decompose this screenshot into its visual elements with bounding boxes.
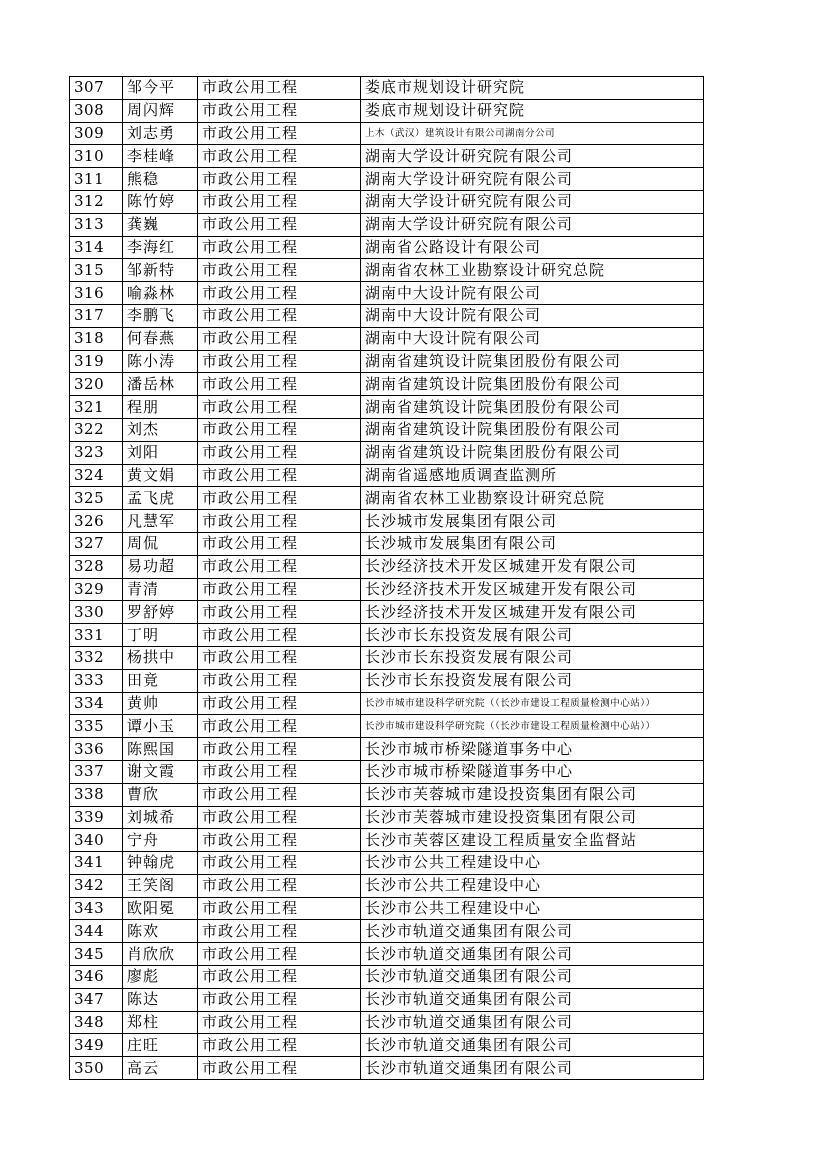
table-row — [70, 236, 704, 259]
table-row — [70, 510, 704, 533]
organization-cell: 长沙市轨道交通集团有限公司 — [361, 920, 704, 943]
person-name-cell: 周侃 — [123, 532, 198, 555]
specialty-cell: 市政公用工程 — [198, 897, 361, 920]
row-number-cell: 315 — [70, 259, 123, 282]
table-row — [70, 487, 704, 510]
person-name-cell: 陈达 — [123, 988, 198, 1011]
organization-cell: 长沙市城市桥梁隧道事务中心 — [361, 760, 704, 783]
organization-cell: 湖南大学设计研究院有限公司 — [361, 213, 704, 236]
specialty-cell: 市政公用工程 — [198, 943, 361, 966]
row-number-cell: 345 — [70, 943, 123, 966]
row-number-cell: 340 — [70, 829, 123, 852]
row-number-cell: 325 — [70, 487, 123, 510]
organization-cell: 长沙市轨道交通集团有限公司 — [361, 966, 704, 989]
organization-cell: 娄底市规划设计研究院 — [361, 77, 704, 100]
person-name-cell: 陈小涛 — [123, 350, 198, 373]
table-row — [70, 578, 704, 601]
row-number-cell: 335 — [70, 715, 123, 738]
row-number-cell: 329 — [70, 578, 123, 601]
table-row — [70, 350, 704, 373]
table-row — [70, 715, 704, 738]
specialty-cell: 市政公用工程 — [198, 578, 361, 601]
organization-cell: 湖南省建筑设计院集团股份有限公司 — [361, 373, 704, 396]
row-number-cell: 308 — [70, 99, 123, 122]
organization-cell: 上木（武汉）建筑设计有限公司湖南分公司 — [361, 122, 704, 145]
table-row — [70, 532, 704, 555]
organization-cell: 湖南省农林工业勘察设计研究总院 — [361, 259, 704, 282]
person-name-cell: 刘城希 — [123, 806, 198, 829]
person-name-cell: 程朋 — [123, 396, 198, 419]
organization-cell: 长沙市城市建设科学研究院（（长沙市建设工程质量检测中心站）） — [361, 715, 704, 738]
organization-cell: 长沙市芙蓉城市建设投资集团有限公司 — [361, 806, 704, 829]
table-row — [70, 441, 704, 464]
row-number-cell: 336 — [70, 738, 123, 761]
person-name-cell: 欧阳冕 — [123, 897, 198, 920]
row-number-cell: 324 — [70, 464, 123, 487]
row-number-cell: 343 — [70, 897, 123, 920]
organization-cell: 长沙市长东投资发展有限公司 — [361, 624, 704, 647]
table-row — [70, 988, 704, 1011]
row-number-cell: 314 — [70, 236, 123, 259]
organization-cell: 湖南中大设计院有限公司 — [361, 304, 704, 327]
row-number-cell: 342 — [70, 874, 123, 897]
organization-cell: 长沙城市发展集团有限公司 — [361, 510, 704, 533]
specialty-cell: 市政公用工程 — [198, 783, 361, 806]
row-number-cell: 307 — [70, 77, 123, 100]
organization-cell: 湖南省遥感地质调查监测所 — [361, 464, 704, 487]
specialty-cell: 市政公用工程 — [198, 646, 361, 669]
organization-cell: 长沙市轨道交通集团有限公司 — [361, 1011, 704, 1034]
specialty-cell: 市政公用工程 — [198, 852, 361, 875]
person-name-cell: 谭小玉 — [123, 715, 198, 738]
organization-cell: 长沙经济技术开发区城建开发有限公司 — [361, 601, 704, 624]
specialty-cell: 市政公用工程 — [198, 77, 361, 100]
table-row — [70, 760, 704, 783]
organization-cell: 湖南中大设计院有限公司 — [361, 282, 704, 305]
organization-cell: 长沙市轨道交通集团有限公司 — [361, 1034, 704, 1057]
person-name-cell: 丁明 — [123, 624, 198, 647]
specialty-cell: 市政公用工程 — [198, 350, 361, 373]
row-number-cell: 328 — [70, 555, 123, 578]
row-number-cell: 309 — [70, 122, 123, 145]
specialty-cell: 市政公用工程 — [198, 988, 361, 1011]
organization-cell: 长沙市公共工程建设中心 — [361, 874, 704, 897]
person-name-cell: 李海红 — [123, 236, 198, 259]
table-row — [70, 829, 704, 852]
row-number-cell: 346 — [70, 966, 123, 989]
person-name-cell: 郑柱 — [123, 1011, 198, 1034]
organization-cell: 长沙市公共工程建设中心 — [361, 852, 704, 875]
specialty-cell: 市政公用工程 — [198, 1011, 361, 1034]
person-name-cell: 谢文霞 — [123, 760, 198, 783]
organization-cell: 长沙经济技术开发区城建开发有限公司 — [361, 555, 704, 578]
organization-cell: 长沙市城市建设科学研究院（（长沙市建设工程质量检测中心站）） — [361, 692, 704, 715]
table-row — [70, 373, 704, 396]
person-name-cell: 钟翰虎 — [123, 852, 198, 875]
specialty-cell: 市政公用工程 — [198, 487, 361, 510]
organization-cell: 长沙市轨道交通集团有限公司 — [361, 988, 704, 1011]
table-row — [70, 920, 704, 943]
table-row — [70, 1034, 704, 1057]
specialty-cell: 市政公用工程 — [198, 441, 361, 464]
organization-cell: 湖南省建筑设计院集团股份有限公司 — [361, 396, 704, 419]
row-number-cell: 317 — [70, 304, 123, 327]
person-name-cell: 邹今平 — [123, 77, 198, 100]
table-row — [70, 1057, 704, 1080]
specialty-cell: 市政公用工程 — [198, 464, 361, 487]
table-row — [70, 145, 704, 168]
table-row — [70, 738, 704, 761]
row-number-cell: 326 — [70, 510, 123, 533]
specialty-cell: 市政公用工程 — [198, 213, 361, 236]
specialty-cell: 市政公用工程 — [198, 327, 361, 350]
person-name-cell: 熊稳 — [123, 168, 198, 191]
organization-cell: 湖南省建筑设计院集团股份有限公司 — [361, 350, 704, 373]
specialty-cell: 市政公用工程 — [198, 555, 361, 578]
specialty-cell: 市政公用工程 — [198, 692, 361, 715]
row-number-cell: 338 — [70, 783, 123, 806]
row-number-cell: 344 — [70, 920, 123, 943]
table-row — [70, 396, 704, 419]
person-name-cell: 陈欢 — [123, 920, 198, 943]
table-row — [70, 418, 704, 441]
specialty-cell: 市政公用工程 — [198, 1057, 361, 1080]
person-name-cell: 罗舒婷 — [123, 601, 198, 624]
row-number-cell: 327 — [70, 532, 123, 555]
table-row — [70, 852, 704, 875]
row-number-cell: 347 — [70, 988, 123, 1011]
person-name-cell: 黄文娟 — [123, 464, 198, 487]
row-number-cell: 339 — [70, 806, 123, 829]
specialty-cell: 市政公用工程 — [198, 145, 361, 168]
person-name-cell: 庄旺 — [123, 1034, 198, 1057]
table-row — [70, 304, 704, 327]
row-number-cell: 322 — [70, 418, 123, 441]
organization-cell: 长沙经济技术开发区城建开发有限公司 — [361, 578, 704, 601]
table-row — [70, 624, 704, 647]
person-name-cell: 田竟 — [123, 669, 198, 692]
person-name-cell: 刘志勇 — [123, 122, 198, 145]
person-name-cell: 龚巍 — [123, 213, 198, 236]
table-row — [70, 692, 704, 715]
row-number-cell: 331 — [70, 624, 123, 647]
specialty-cell: 市政公用工程 — [198, 304, 361, 327]
person-name-cell: 李桂峰 — [123, 145, 198, 168]
table-row — [70, 555, 704, 578]
table-row — [70, 1011, 704, 1034]
specialty-cell: 市政公用工程 — [198, 122, 361, 145]
organization-cell: 长沙市轨道交通集团有限公司 — [361, 1057, 704, 1080]
row-number-cell: 313 — [70, 213, 123, 236]
table-row — [70, 806, 704, 829]
specialty-cell: 市政公用工程 — [198, 396, 361, 419]
row-number-cell: 310 — [70, 145, 123, 168]
organization-cell: 湖南大学设计研究院有限公司 — [361, 168, 704, 191]
row-number-cell: 323 — [70, 441, 123, 464]
row-number-cell: 334 — [70, 692, 123, 715]
person-name-cell: 刘杰 — [123, 418, 198, 441]
row-number-cell: 350 — [70, 1057, 123, 1080]
table-row — [70, 259, 704, 282]
organization-cell: 湖南大学设计研究院有限公司 — [361, 190, 704, 213]
table-row — [70, 99, 704, 122]
specialty-cell: 市政公用工程 — [198, 190, 361, 213]
person-name-cell: 陈熙国 — [123, 738, 198, 761]
row-number-cell: 348 — [70, 1011, 123, 1034]
person-name-cell: 凡慧军 — [123, 510, 198, 533]
row-number-cell: 332 — [70, 646, 123, 669]
person-name-cell: 宁舟 — [123, 829, 198, 852]
specialty-cell: 市政公用工程 — [198, 510, 361, 533]
person-name-cell: 何春燕 — [123, 327, 198, 350]
row-number-cell: 330 — [70, 601, 123, 624]
specialty-cell: 市政公用工程 — [198, 760, 361, 783]
row-number-cell: 311 — [70, 168, 123, 191]
table-row — [70, 282, 704, 305]
roster-table-body — [70, 77, 704, 1080]
organization-cell: 长沙市城市桥梁隧道事务中心 — [361, 738, 704, 761]
row-number-cell: 320 — [70, 373, 123, 396]
row-number-cell: 318 — [70, 327, 123, 350]
specialty-cell: 市政公用工程 — [198, 669, 361, 692]
specialty-cell: 市政公用工程 — [198, 738, 361, 761]
row-number-cell: 333 — [70, 669, 123, 692]
organization-cell: 湖南中大设计院有限公司 — [361, 327, 704, 350]
specialty-cell: 市政公用工程 — [198, 920, 361, 943]
specialty-cell: 市政公用工程 — [198, 1034, 361, 1057]
person-name-cell: 易功超 — [123, 555, 198, 578]
organization-cell: 长沙市芙蓉区建设工程质量安全监督站 — [361, 829, 704, 852]
specialty-cell: 市政公用工程 — [198, 532, 361, 555]
table-row — [70, 190, 704, 213]
organization-cell: 长沙城市发展集团有限公司 — [361, 532, 704, 555]
organization-cell: 娄底市规划设计研究院 — [361, 99, 704, 122]
organization-cell: 湖南省建筑设计院集团股份有限公司 — [361, 418, 704, 441]
person-name-cell: 杨拱中 — [123, 646, 198, 669]
specialty-cell: 市政公用工程 — [198, 874, 361, 897]
person-name-cell: 王笑阁 — [123, 874, 198, 897]
person-name-cell: 潘岳林 — [123, 373, 198, 396]
specialty-cell: 市政公用工程 — [198, 282, 361, 305]
specialty-cell: 市政公用工程 — [198, 966, 361, 989]
row-number-cell: 316 — [70, 282, 123, 305]
row-number-cell: 312 — [70, 190, 123, 213]
organization-cell: 湖南省建筑设计院集团股份有限公司 — [361, 441, 704, 464]
table-row — [70, 77, 704, 100]
row-number-cell: 321 — [70, 396, 123, 419]
table-row — [70, 464, 704, 487]
table-row — [70, 168, 704, 191]
person-name-cell: 孟飞虎 — [123, 487, 198, 510]
person-name-cell: 高云 — [123, 1057, 198, 1080]
table-row — [70, 943, 704, 966]
person-name-cell: 喻淼林 — [123, 282, 198, 305]
table-row — [70, 213, 704, 236]
organization-cell: 湖南省农林工业勘察设计研究总院 — [361, 487, 704, 510]
specialty-cell: 市政公用工程 — [198, 829, 361, 852]
organization-cell: 长沙市轨道交通集团有限公司 — [361, 943, 704, 966]
specialty-cell: 市政公用工程 — [198, 715, 361, 738]
table-row — [70, 783, 704, 806]
organization-cell: 长沙市公共工程建设中心 — [361, 897, 704, 920]
specialty-cell: 市政公用工程 — [198, 418, 361, 441]
table-row — [70, 646, 704, 669]
table-row — [70, 601, 704, 624]
person-name-cell: 青清 — [123, 578, 198, 601]
table-row — [70, 122, 704, 145]
organization-cell: 长沙市长东投资发展有限公司 — [361, 646, 704, 669]
person-name-cell: 邹新特 — [123, 259, 198, 282]
person-name-cell: 肖欣欣 — [123, 943, 198, 966]
roster-table — [69, 76, 704, 1080]
specialty-cell: 市政公用工程 — [198, 373, 361, 396]
row-number-cell: 337 — [70, 760, 123, 783]
specialty-cell: 市政公用工程 — [198, 806, 361, 829]
specialty-cell: 市政公用工程 — [198, 601, 361, 624]
specialty-cell: 市政公用工程 — [198, 168, 361, 191]
specialty-cell: 市政公用工程 — [198, 99, 361, 122]
person-name-cell: 刘阳 — [123, 441, 198, 464]
row-number-cell: 341 — [70, 852, 123, 875]
person-name-cell: 黄帅 — [123, 692, 198, 715]
person-name-cell: 陈竹婷 — [123, 190, 198, 213]
person-name-cell: 李鹏飞 — [123, 304, 198, 327]
person-name-cell: 曹欣 — [123, 783, 198, 806]
row-number-cell: 319 — [70, 350, 123, 373]
organization-cell: 长沙市芙蓉城市建设投资集团有限公司 — [361, 783, 704, 806]
table-row — [70, 874, 704, 897]
specialty-cell: 市政公用工程 — [198, 236, 361, 259]
specialty-cell: 市政公用工程 — [198, 259, 361, 282]
organization-cell: 湖南省公路设计有限公司 — [361, 236, 704, 259]
organization-cell: 湖南大学设计研究院有限公司 — [361, 145, 704, 168]
organization-cell: 长沙市长东投资发展有限公司 — [361, 669, 704, 692]
row-number-cell: 349 — [70, 1034, 123, 1057]
table-row — [70, 966, 704, 989]
table-row — [70, 327, 704, 350]
person-name-cell: 廖彪 — [123, 966, 198, 989]
table-row — [70, 669, 704, 692]
table-row — [70, 897, 704, 920]
person-name-cell: 周闪辉 — [123, 99, 198, 122]
specialty-cell: 市政公用工程 — [198, 624, 361, 647]
